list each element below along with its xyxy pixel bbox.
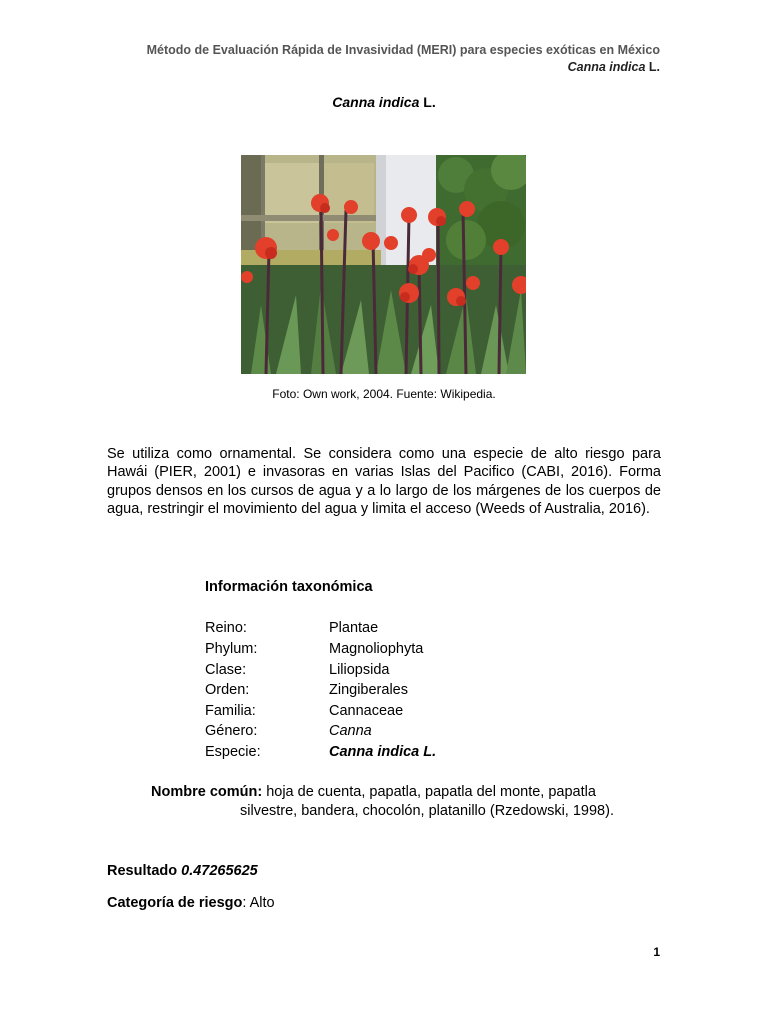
- page-title-species: Canna indica: [332, 94, 420, 110]
- common-name-line1: [151, 784, 596, 800]
- photo-caption: Foto: Own work, 2004. Fuente: Wikipedia.: [272, 387, 496, 401]
- page-title-author: L.: [419, 94, 436, 110]
- plant-photo: [241, 155, 526, 374]
- result-label: Resultado: [107, 863, 182, 879]
- taxonomy-label: Reino:: [205, 620, 247, 636]
- risk-category-value: : Alto: [242, 895, 275, 911]
- result-value: 0.47265625: [181, 863, 258, 879]
- common-name-label: Nombre común:: [151, 784, 263, 800]
- taxonomy-value: Canna: [329, 723, 372, 739]
- taxonomy-label: Clase:: [205, 662, 247, 678]
- taxonomy-row-familia: [205, 703, 403, 719]
- taxonomy-value: Zingiberales: [329, 682, 408, 698]
- taxonomy-row-clase: [205, 662, 389, 678]
- risk-category-label: Categoría de riesgo: [107, 895, 243, 911]
- taxonomy-row-especie: [205, 744, 436, 760]
- taxonomy-value: Liliopsida: [329, 662, 390, 678]
- common-name-text1: hoja de cuenta, papatla, papatla del monte, papatla: [262, 784, 596, 800]
- result-line: [107, 863, 258, 879]
- taxonomy-value: Cannaceae: [329, 703, 404, 719]
- taxonomy-label: Phylum:: [205, 641, 258, 657]
- page-number: 1: [653, 945, 660, 959]
- taxonomy-label: Género:: [205, 723, 258, 739]
- taxonomy-value: Magnoliophyta: [329, 641, 424, 657]
- running-header-species: [568, 60, 660, 74]
- taxonomy-row-phylum: [205, 641, 423, 657]
- taxonomy-row-reino: [205, 620, 378, 636]
- taxonomy-row-genero: [205, 723, 372, 739]
- taxonomy-value: Plantae: [329, 620, 379, 636]
- taxonomy-label: Especie:: [205, 744, 261, 760]
- taxonomy-label: Orden:: [205, 682, 250, 698]
- taxonomy-value: Canna indica L.: [329, 744, 437, 760]
- taxonomy-heading: Información taxonómica: [205, 579, 373, 595]
- taxonomy-label: Familia:: [205, 703, 256, 719]
- risk-category-line: [107, 895, 275, 911]
- running-header-species-author: L.: [645, 60, 660, 74]
- running-header-species-name: Canna indica: [567, 60, 646, 74]
- common-name-line2: silvestre, bandera, chocolón, platanillo (Rzedowski, 1998).: [240, 803, 614, 819]
- running-header-title: Método de Evaluación Rápida de Invasividad (MERI) para especies exóticas en México: [146, 43, 660, 57]
- page-title: [0, 94, 768, 110]
- species-description: Se utiliza como ornamental. Se considera como una especie de alto riesgo para Hawái (PIER, 2001) e invasoras en varias Islas del Pacifico (CABI, 2016). Forma grupos densos en los cursos de agua y a lo largo de los márgenes de los cuerpos de agua, restringir el movimiento del agua y limita el acceso (Weeds of Australia, 2016).: [107, 446, 661, 517]
- taxonomy-row-orden: [205, 682, 408, 698]
